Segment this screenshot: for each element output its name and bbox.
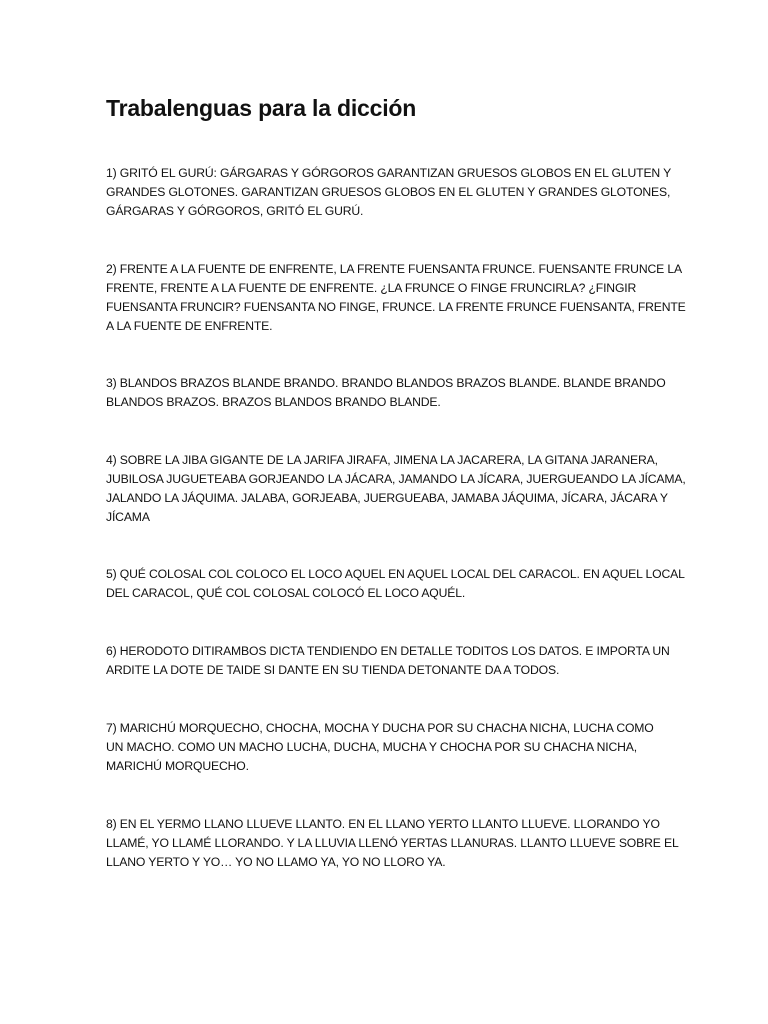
text-line: JALANDO LA JÁQUIMA. JALABA, GORJEABA, JUERGUEABA, JAMABA JÁQUIMA, JÍCARA, JÁCARA Y: [106, 491, 668, 505]
text-line: MARICHÚ MORQUECHO.: [106, 759, 249, 773]
tongue-twister-3: [106, 374, 666, 412]
text-line: LLANO YERTO Y YO… YO NO LLAMO YA, YO NO LLORO YA.: [106, 855, 446, 869]
tongue-twister-4: [106, 451, 686, 527]
text-line: 2) FRENTE A LA FUENTE DE ENFRENTE, LA FRENTE FUENSANTA FRUNCE. FUENSANTE FRUNCE LA: [106, 262, 682, 276]
text-line: FRENTE, FRENTE A LA FUENTE DE ENFRENTE. ¿LA FRUNCE O FINGE FRUNCIRLA? ¿FINGIR: [106, 281, 637, 295]
tongue-twister-6: [106, 642, 670, 680]
text-line: 5) QUÉ COLOSAL COL COLOCO EL LOCO AQUEL EN AQUEL LOCAL DEL CARACOL. EN AQUEL LOCAL: [106, 567, 685, 581]
document-title: Trabalenguas para la dicción: [106, 95, 417, 121]
text-line: 6) HERODOTO DITIRAMBOS DICTA TENDIENDO EN DETALLE TODITOS LOS DATOS. E IMPORTA UN: [106, 644, 670, 658]
tongue-twister-5: [106, 565, 685, 603]
text-line: JÍCAMA: [106, 510, 150, 524]
text-line: 8) EN EL YERMO LLANO LLUEVE LLANTO. EN EL LLANO YERTO LLANTO LLUEVE. LLORANDO YO: [106, 817, 660, 831]
text-line: FUENSANTA FRUNCIR? FUENSANTA NO FINGE, FRUNCE. LA FRENTE FRUNCE FUENSANTA, FRENTE: [106, 300, 686, 314]
text-line: LLAMÉ, YO LLAMÉ LLORANDO. Y LA LLUVIA LLENÓ YERTAS LLANURAS. LLANTO LLUEVE SOBRE EL: [106, 836, 679, 850]
text-line: GRANDES GLOTONES. GARANTIZAN GRUESOS GLOBOS EN EL GLUTEN Y GRANDES GLOTONES,: [106, 185, 671, 199]
tongue-twister-7: [106, 719, 666, 776]
text-line: 3) BLANDOS BRAZOS BLANDE BRANDO. BRANDO BLANDOS BRAZOS BLANDE. BLANDE BRANDO: [106, 376, 666, 390]
text-line: A LA FUENTE DE ENFRENTE.: [106, 319, 273, 333]
tongue-twister-1: [106, 164, 672, 221]
text-line: GÁRGARAS Y GÓRGOROS, GRITÓ EL GURÚ.: [106, 204, 364, 218]
text-line: 7) MARICHÚ MORQUECHO, CHOCHA, MOCHA Y DUCHA POR SU CHACHA NICHA, LUCHA COMO: [106, 721, 654, 735]
tongue-twister-8: [106, 815, 679, 872]
text-line: DEL CARACOL, QUÉ COL COLOSAL COLOCÓ EL LOCO AQUÉL.: [106, 586, 466, 600]
text-line: JUBILOSA JUGUETEABA GORJEANDO LA JÁCARA, JAMANDO LA JÍCARA, JUERGUEANDO LA JÍCAMA,: [106, 472, 686, 486]
text-line: 4) SOBRE LA JIBA GIGANTE DE LA JARIFA JIRAFA, JIMENA LA JACARERA, LA GITANA JARANERA,: [106, 453, 658, 467]
text-line: 1) GRITÓ EL GURÚ: GÁRGARAS Y GÓRGOROS GARANTIZAN GRUESOS GLOBOS EN EL GLUTEN Y: [106, 166, 672, 180]
tongue-twister-2: [106, 260, 686, 336]
text-line: BLANDOS BRAZOS. BRAZOS BLANDOS BRANDO BLANDE.: [106, 395, 441, 409]
text-line: ARDITE LA DOTE DE TAIDE SI DANTE EN SU TIENDA DETONANTE DA A TODOS.: [106, 663, 560, 677]
text-line: UN MACHO. COMO UN MACHO LUCHA, DUCHA, MUCHA Y CHOCHA POR SU CHACHA NICHA,: [106, 740, 637, 754]
